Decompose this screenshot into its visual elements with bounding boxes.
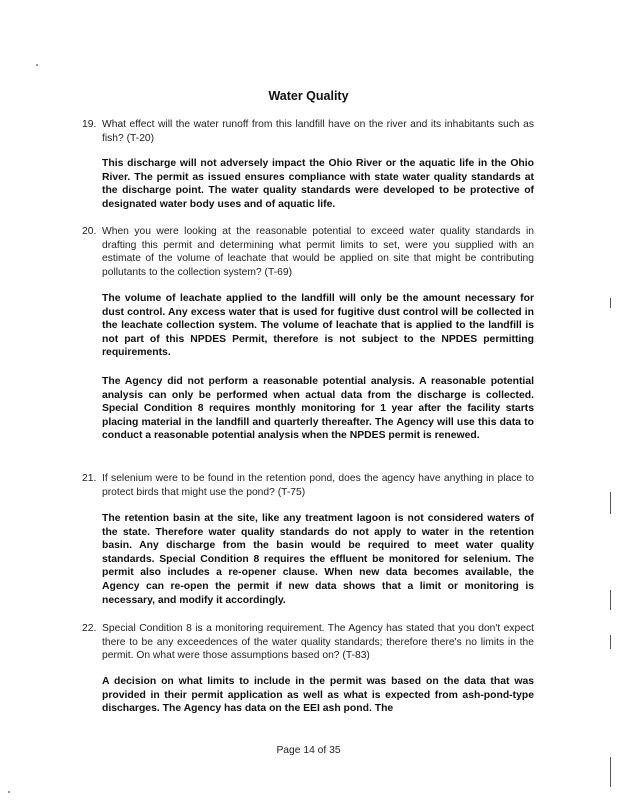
scan-dot xyxy=(8,791,10,793)
question-number: 22. xyxy=(82,623,97,634)
question-20 xyxy=(82,225,534,279)
answer-19: This discharge will not adversely impact the Ohio River or the aquatic life in the Ohio River. The permit as issued ensures compliance with state water quality standards at the discharge point. The water quality standards were developed to be protective of designated water body uses and of aquatic life. xyxy=(102,158,534,210)
answer-20-b: The Agency did not perform a reasonable potential analysis. A reasonable potential analysis can only be performed when actual data from the discharge is collected. Special Condition 8 requires monthly monitoring for 1 year after the facility starts placing material in the landfill and quarterly thereafter. The Agency will use this data to conduct a reasonable potential analysis when the NPDES permit is renewed. xyxy=(102,376,534,442)
scan-mark xyxy=(610,492,611,514)
answer-20-a: The volume of leachate applied to the landfill will only be the amount necessary for dust control. Any excess water that is used for fugitive dust control will be collected in the leachate collection system. The volume of leachate that is applied to the landfill is not part of this NPDES Permit, therefore is not subject to the NPDES permitting requirements. xyxy=(102,293,534,359)
question-number: 21. xyxy=(82,473,97,484)
question-text: Special Condition 8 is a monitoring requirement. The Agency has stated that you don't expect there to be any exceedences of the water quality standards; therefore there's no limits in the permit. On what were those assumptions based on? (T-83) xyxy=(102,623,534,662)
question-number: 20. xyxy=(82,226,97,237)
scan-dot xyxy=(36,64,38,66)
question-text: When you were looking at the reasonable potential to exceed water quality standards in drafting this permit and determining what permit limits to set, were you supplied with an estimate of the volume of leachate that would be applied on site that might be contributing pollutants to the collection system? (T-69) xyxy=(102,226,534,278)
section-title: Water Quality xyxy=(268,89,349,103)
scan-mark xyxy=(610,757,611,787)
question-number: 19. xyxy=(82,119,97,130)
question-21 xyxy=(82,472,534,499)
question-19 xyxy=(82,118,534,145)
scan-mark xyxy=(610,298,611,308)
answer-21: The retention basin at the site, like any treatment lagoon is not considered waters of the state. Therefore water quality standards do not apply to water in the retention basin. Any discharge from the basin would be required to meet water quality standards. Special Condition 8 requires the effluent be monitored for selenium. The permit also includes a re-opener clause. When new data becomes available, the Agency can re-open the permit if new data shows that a limit or monitoring is necessary, and modify it accordingly. xyxy=(102,513,534,606)
page-footer: Page 14 of 35 xyxy=(276,745,341,756)
scan-mark xyxy=(610,635,611,649)
question-text: If selenium were to be found in the retention pond, does the agency have anything in place to protect birds that might use the pond? (T-75) xyxy=(102,473,534,498)
answer-22: A decision on what limits to include in the permit was based on the data that was provided in their permit application as well as what is expected from ash-pond-type discharges. The Agency has data on the EEI ash pond. The xyxy=(102,676,534,715)
question-text: What effect will the water runoff from this landfill have on the river and its inhabitants such as fish? (T-20) xyxy=(102,119,534,144)
question-22 xyxy=(82,622,534,663)
scan-mark xyxy=(610,590,611,610)
